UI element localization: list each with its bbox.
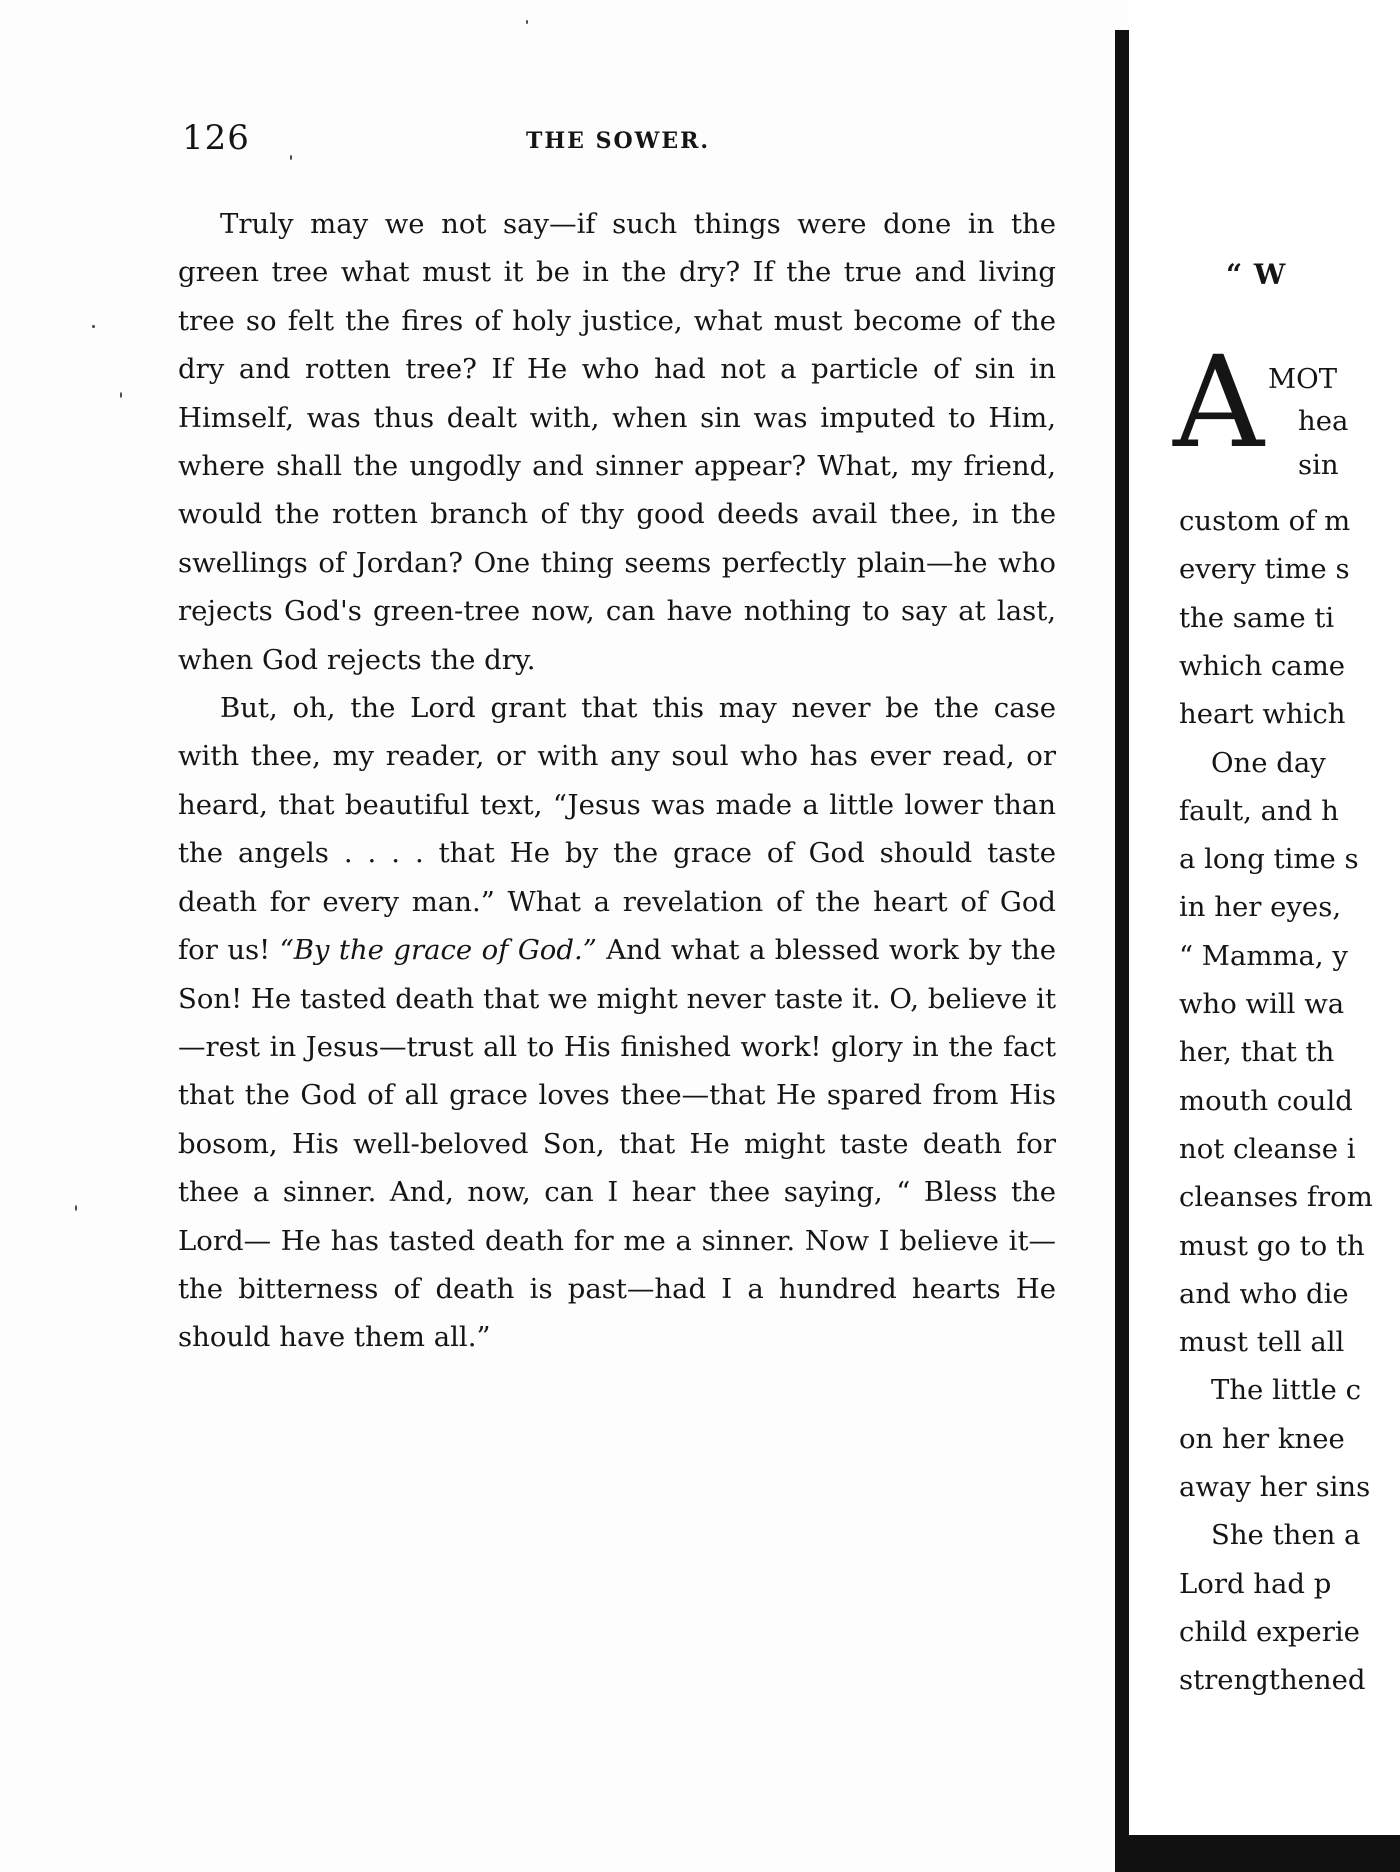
right-text-line: custom of m [1179,505,1351,537]
right-text-line: which came [1179,649,1346,682]
paragraph [178,684,1056,1362]
right-text-line: mouth could [1179,1084,1353,1117]
print-speck [92,325,95,328]
print-speck [526,20,528,24]
running-title: THE SOWER. [526,128,711,154]
right-text-line: must tell all [1179,1326,1345,1359]
page-number: 126 [182,118,250,158]
body-text [178,200,1056,1362]
right-text-line: Lord had p [1179,1567,1332,1600]
right-text-line: strengthened [1179,1664,1366,1697]
page-gutter [1115,30,1129,1835]
right-text-line: “ Mamma, y [1179,939,1348,972]
right-text-line: every time s [1179,553,1350,586]
print-speck [290,155,292,160]
right-text-line: away her sins [1179,1471,1371,1503]
right-text-line: fault, and h [1179,794,1339,827]
paragraph-text: And what a blessed work by the Son! He tasted death that we might never taste it. O, believe it—rest in Jesus—trust all to His finished work! glory in the fact that the God of all grace loves thee—that He spared from His bosom, His well-beloved Son, that He might taste death for thee a sinner. And, now, can I hear thee saying, “ Bless the Lord— He has tasted death for me a sinner. Now I believe it—the bitterness of death is past—had I a hundred hearts He should have them all.” [178,934,1056,1354]
right-text-line: hea [1298,405,1349,437]
right-text-line: must go to th [1179,1229,1365,1262]
right-text-line: MOT [1268,363,1338,395]
right-text-line: the same ti [1179,601,1335,634]
right-text-line: not cleanse i [1179,1132,1356,1165]
right-text-line: One day [1211,746,1326,779]
right-text-line: The little c [1211,1374,1361,1407]
right-text-line: sin [1298,449,1339,481]
right-text-line: on her knee [1179,1422,1345,1455]
right-text-line: cleanses from [1179,1181,1373,1214]
italic-quote: “By the grace of God.” [279,934,597,967]
drop-cap: A [1173,329,1264,476]
right-text-line: in her eyes, [1179,891,1342,924]
right-text-line: heart which [1179,698,1346,731]
running-head [176,118,1056,166]
paragraph-text: But, oh, the Lord grant that this may never be the case with thee, my reader, or with any soul who has ever read, or heard, that beautiful text, “Jesus was made a little lower than the angels . . . . that He by the grace of God should taste death for every man.” What a revelation of the heart of God for us! [178,692,1056,967]
print-speck [120,392,122,398]
right-text-line: a long time s [1179,843,1359,876]
right-text-line: who will wa [1179,988,1345,1020]
print-speck [75,1205,77,1211]
chapter-heading: “ W [1226,258,1287,291]
right-text-line: her, that th [1179,1036,1335,1069]
right-text-line: and who die [1179,1277,1349,1310]
right-text-line: child experie [1179,1615,1360,1648]
paragraph: Truly may we not say—if such things were done in the green tree what must it be in the dry? If the true and living tree so felt the fires of holy justice, what must become of the dry and rotten tree? If He who had not a particle of sin in Himself, was thus dealt with, when sin was imputed to Him, where shall the ungodly and sinner appear? What, my friend, would the rotten branch of thy good deeds avail thee, in the swellings of Jordan? One thing seems perfectly plain—he who rejects God's green-tree now, can have nothing to say at last, when God rejects the dry. [178,208,1056,676]
bottom-shadow [1115,1835,1400,1872]
right-text-line: She then a [1211,1519,1361,1552]
right-page [1129,0,1400,1835]
